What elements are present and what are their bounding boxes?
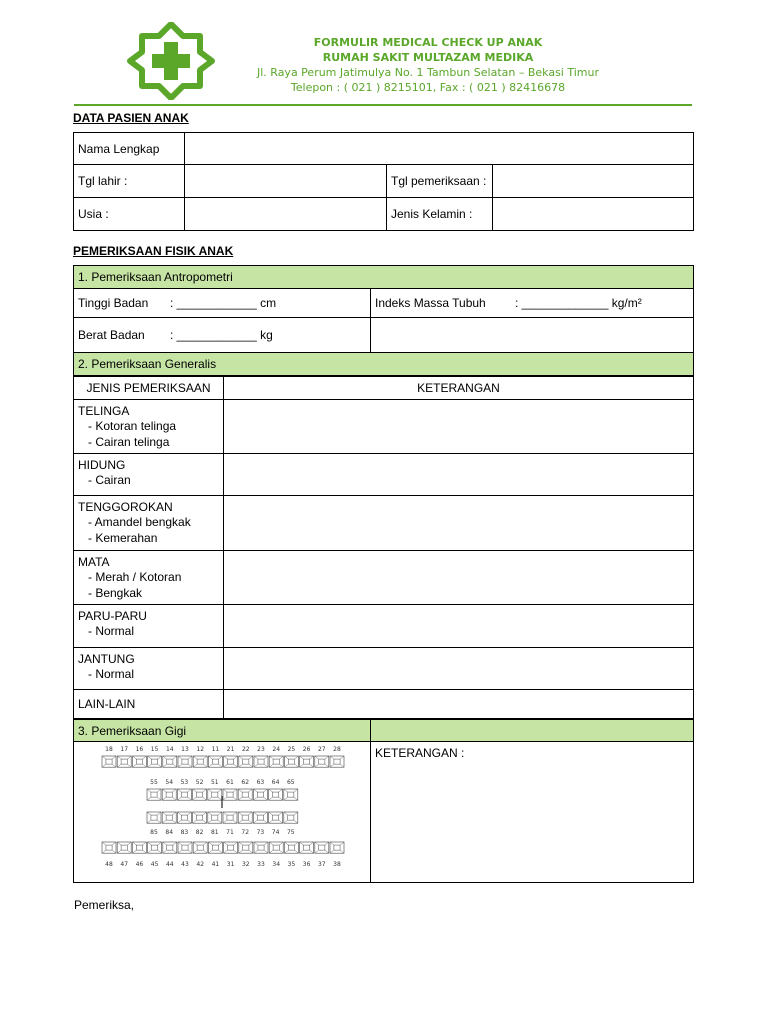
lower-primary-tooth-label: 84 [165, 829, 174, 836]
lower-permanent-tooth-label: 46 [135, 861, 144, 868]
upper-permanent-tooth-27[interactable] [315, 756, 329, 767]
lower-primary-tooth-label: 83 [180, 829, 189, 836]
upper-permanent-tooth-13[interactable] [178, 756, 192, 767]
lower-permanent-tooth-label: 41 [211, 861, 220, 868]
upper-permanent-tooth-28[interactable] [330, 756, 344, 767]
age-field[interactable] [185, 198, 387, 231]
note-field-lain[interactable] [224, 690, 694, 719]
lower-permanent-tooth-36[interactable] [300, 842, 314, 853]
lower-primary-tooth-84[interactable] [162, 812, 176, 823]
upper-primary-tooth-label: 51 [210, 779, 219, 786]
exam-sub-item: - Kemerahan [88, 531, 158, 545]
lower-permanent-tooth-label: 36 [302, 861, 311, 868]
lower-primary-tooth-label: 75 [286, 829, 295, 836]
exam-item-title: JANTUNG [78, 652, 135, 666]
lower-permanent-tooth-45[interactable] [148, 842, 162, 853]
lower-permanent-tooth-41[interactable] [208, 842, 222, 853]
age-label: Usia : [74, 198, 185, 231]
upper-permanent-tooth-12[interactable] [193, 756, 207, 767]
odontogram-chart[interactable] [100, 744, 345, 874]
dental-note-field[interactable] [371, 742, 694, 883]
upper-permanent-tooth-25[interactable] [284, 756, 298, 767]
lower-permanent-tooth-label: 38 [333, 861, 341, 868]
upper-primary-tooth-52[interactable] [193, 789, 207, 800]
height-label: Tinggi Badan [78, 296, 149, 310]
bmi-field[interactable]: : _____________ kg/m² [515, 296, 642, 310]
patient-table [73, 132, 694, 231]
exam-item-title: LAIN-LAIN [78, 697, 136, 711]
upper-primary-tooth-51[interactable] [208, 789, 222, 800]
exam-item-title: MATA [78, 555, 110, 569]
lower-permanent-tooth-35[interactable] [284, 842, 298, 853]
lower-primary-tooth-75[interactable] [284, 812, 298, 823]
lower-primary-tooth-71[interactable] [223, 812, 237, 823]
lower-primary-tooth-74[interactable] [269, 812, 283, 823]
dental-header-right [371, 720, 694, 742]
lower-permanent-tooth-label: 34 [272, 861, 281, 868]
upper-permanent-tooth-label: 15 [150, 746, 159, 753]
note-field-hidung[interactable] [224, 454, 694, 496]
lower-permanent-tooth-label: 43 [181, 861, 189, 868]
upper-permanent-tooth-label: 28 [333, 746, 341, 753]
lower-permanent-tooth-label: 35 [287, 861, 296, 868]
note-field-jantung[interactable] [224, 648, 694, 690]
upper-permanent-tooth-label: 13 [181, 746, 189, 753]
general-exam-table [73, 376, 694, 719]
upper-permanent-tooth-18[interactable] [102, 756, 116, 767]
upper-primary-tooth-label: 52 [195, 779, 204, 786]
lower-permanent-tooth-label: 48 [105, 861, 113, 868]
gender-field[interactable] [493, 198, 694, 231]
lower-primary-tooth-label: 81 [210, 829, 219, 836]
lower-primary-tooth-label: 72 [241, 829, 250, 836]
header-divider [74, 104, 692, 106]
upper-permanent-tooth-15[interactable] [148, 756, 162, 767]
lower-permanent-tooth-31[interactable] [224, 842, 238, 853]
exam-item-title: TELINGA [78, 404, 130, 418]
anthropometry-empty-cell [371, 318, 694, 353]
upper-primary-tooth-65[interactable] [284, 789, 298, 800]
lower-permanent-tooth-32[interactable] [239, 842, 253, 853]
upper-permanent-tooth-label: 27 [317, 746, 326, 753]
upper-permanent-tooth-label: 11 [211, 746, 220, 753]
upper-permanent-tooth-23[interactable] [254, 756, 268, 767]
gender-label: Jenis Kelamin : [387, 198, 493, 231]
lower-primary-tooth-label: 85 [150, 829, 158, 836]
upper-permanent-tooth-16[interactable] [132, 756, 146, 767]
lower-primary-tooth-label: 73 [256, 829, 265, 836]
lower-permanent-tooth-label: 45 [150, 861, 159, 868]
upper-primary-tooth-63[interactable] [253, 789, 267, 800]
lower-permanent-tooth-label: 47 [120, 861, 129, 868]
upper-primary-tooth-label: 61 [226, 779, 234, 786]
upper-permanent-tooth-label: 26 [302, 746, 311, 753]
name-label: Nama Lengkap [74, 133, 185, 165]
lower-permanent-tooth-44[interactable] [163, 842, 177, 853]
name-field[interactable] [185, 133, 694, 165]
exam-sub-item: - Normal [88, 667, 135, 681]
hospital-address: Jl. Raya Perum Jatimulya No. 1 Tambun Selatan – Bekasi Timur [257, 66, 599, 79]
anthropometry-table [73, 265, 694, 376]
exam-date-label: Tgl pemeriksaan : [387, 165, 493, 198]
lower-primary-tooth-85[interactable] [147, 812, 161, 823]
lower-permanent-tooth-48[interactable] [102, 842, 116, 853]
dental-header: 3. Pemeriksaan Gigi [74, 720, 371, 742]
lower-permanent-tooth-label: 44 [165, 861, 174, 868]
upper-permanent-tooth-22[interactable] [239, 756, 253, 767]
lower-permanent-tooth-43[interactable] [178, 842, 192, 853]
upper-primary-tooth-55[interactable] [147, 789, 161, 800]
exam-sub-item: - Cairan [88, 473, 131, 487]
upper-primary-tooth-label: 64 [271, 779, 280, 786]
col-exam-header: JENIS PEMERIKSAAN [74, 377, 224, 400]
weight-label: Berat Badan [78, 328, 145, 342]
upper-primary-tooth-label: 54 [165, 779, 174, 786]
upper-permanent-tooth-label: 14 [165, 746, 174, 753]
upper-primary-tooth-54[interactable] [162, 789, 176, 800]
lower-permanent-tooth-label: 31 [226, 861, 235, 868]
dental-note-label: KETERANGAN : [375, 746, 465, 760]
lower-primary-tooth-label: 74 [271, 829, 280, 836]
lower-permanent-tooth-42[interactable] [193, 842, 207, 853]
lower-primary-tooth-72[interactable] [238, 812, 252, 823]
upper-permanent-tooth-17[interactable] [117, 756, 131, 767]
upper-permanent-tooth-label: 17 [120, 746, 129, 753]
lower-primary-tooth-83[interactable] [177, 812, 191, 823]
physical-section-title: PEMERIKSAAN FISIK ANAK [73, 244, 234, 258]
lower-primary-tooth-81[interactable] [208, 812, 222, 823]
hospital-name: RUMAH SAKIT MULTAZAM MEDIKA [322, 51, 534, 64]
anthropometry-header: 1. Pemeriksaan Antropometri [74, 266, 694, 289]
examiner-label: Pemeriksa, [74, 898, 135, 912]
upper-permanent-tooth-label: 24 [272, 746, 281, 753]
exam-item-mata [74, 551, 224, 605]
upper-primary-tooth-label: 65 [286, 779, 295, 786]
note-field-paru[interactable] [224, 605, 694, 648]
upper-primary-tooth-label: 62 [241, 779, 250, 786]
lower-primary-tooth-82[interactable] [193, 812, 207, 823]
lower-permanent-tooth-46[interactable] [132, 842, 146, 853]
lower-permanent-tooth-label: 32 [241, 861, 250, 868]
lower-permanent-tooth-37[interactable] [315, 842, 329, 853]
exam-item-hidung [74, 454, 224, 496]
upper-primary-tooth-64[interactable] [269, 789, 283, 800]
exam-item-title: HIDUNG [78, 458, 126, 472]
note-field-mata[interactable] [224, 551, 694, 605]
upper-permanent-tooth-21[interactable] [224, 756, 238, 767]
upper-primary-tooth-label: 53 [180, 779, 189, 786]
bmi-label: Indeks Massa Tubuh [375, 296, 486, 310]
col-note-header: KETERANGAN [224, 377, 694, 400]
lower-permanent-tooth-label: 33 [257, 861, 265, 868]
exam-item-tenggorokan [74, 496, 224, 551]
upper-permanent-tooth-label: 25 [287, 746, 296, 753]
lower-primary-tooth-label: 82 [195, 829, 204, 836]
upper-permanent-tooth-label: 21 [226, 746, 235, 753]
weight-field[interactable]: : ____________ kg [170, 328, 273, 342]
upper-permanent-tooth-11[interactable] [208, 756, 222, 767]
exam-date-field[interactable] [493, 165, 694, 198]
exam-item-title: PARU-PARU [78, 609, 147, 623]
patient-section-title: DATA PASIEN ANAK [73, 111, 189, 125]
upper-permanent-tooth-26[interactable] [300, 756, 314, 767]
note-field-tenggorokan[interactable] [224, 496, 694, 551]
lower-permanent-tooth-label: 37 [317, 861, 326, 868]
lower-permanent-tooth-34[interactable] [269, 842, 283, 853]
dob-label: Tgl lahir : [74, 165, 185, 198]
note-field-telinga[interactable] [224, 400, 694, 454]
exam-item-lain [74, 690, 224, 719]
upper-permanent-tooth-label: 18 [105, 746, 113, 753]
exam-item-title: TENGGOROKAN [78, 500, 173, 514]
lower-permanent-tooth-38[interactable] [330, 842, 344, 853]
exam-item-paru [74, 605, 224, 648]
lower-permanent-tooth-label: 42 [196, 861, 205, 868]
exam-sub-item: - Cairan telinga [88, 435, 170, 449]
upper-primary-tooth-62[interactable] [238, 789, 252, 800]
dob-field[interactable] [185, 165, 387, 198]
exam-sub-item: - Bengkak [88, 586, 143, 600]
exam-sub-item: - Normal [88, 624, 135, 638]
general-header: 2. Pemeriksaan Generalis [74, 353, 694, 376]
form-title: FORMULIR MEDICAL CHECK UP ANAK [313, 36, 543, 49]
upper-primary-tooth-label: 55 [150, 779, 158, 786]
upper-primary-tooth-53[interactable] [177, 789, 191, 800]
exam-sub-item: - Kotoran telinga [88, 419, 177, 433]
upper-permanent-tooth-label: 23 [257, 746, 265, 753]
upper-permanent-tooth-label: 22 [241, 746, 250, 753]
upper-permanent-tooth-label: 16 [135, 746, 144, 753]
upper-permanent-tooth-label: 12 [196, 746, 205, 753]
exam-sub-item: - Merah / Kotoran [88, 570, 182, 584]
upper-primary-tooth-61[interactable] [223, 789, 237, 800]
lower-primary-tooth-label: 71 [226, 829, 234, 836]
exam-sub-item: - Amandel bengkak [88, 515, 191, 529]
lower-permanent-tooth-33[interactable] [254, 842, 268, 853]
lower-permanent-tooth-47[interactable] [117, 842, 131, 853]
height-field[interactable]: : ____________ cm [170, 296, 277, 310]
exam-item-telinga [74, 400, 224, 454]
upper-primary-tooth-label: 63 [256, 779, 265, 786]
lower-primary-tooth-73[interactable] [253, 812, 267, 823]
exam-item-jantung [74, 648, 224, 690]
hospital-phone: Telepon : ( 021 ) 8215101, Fax : ( 021 ) 82416678 [290, 81, 566, 94]
upper-permanent-tooth-24[interactable] [269, 756, 283, 767]
upper-permanent-tooth-14[interactable] [163, 756, 177, 767]
